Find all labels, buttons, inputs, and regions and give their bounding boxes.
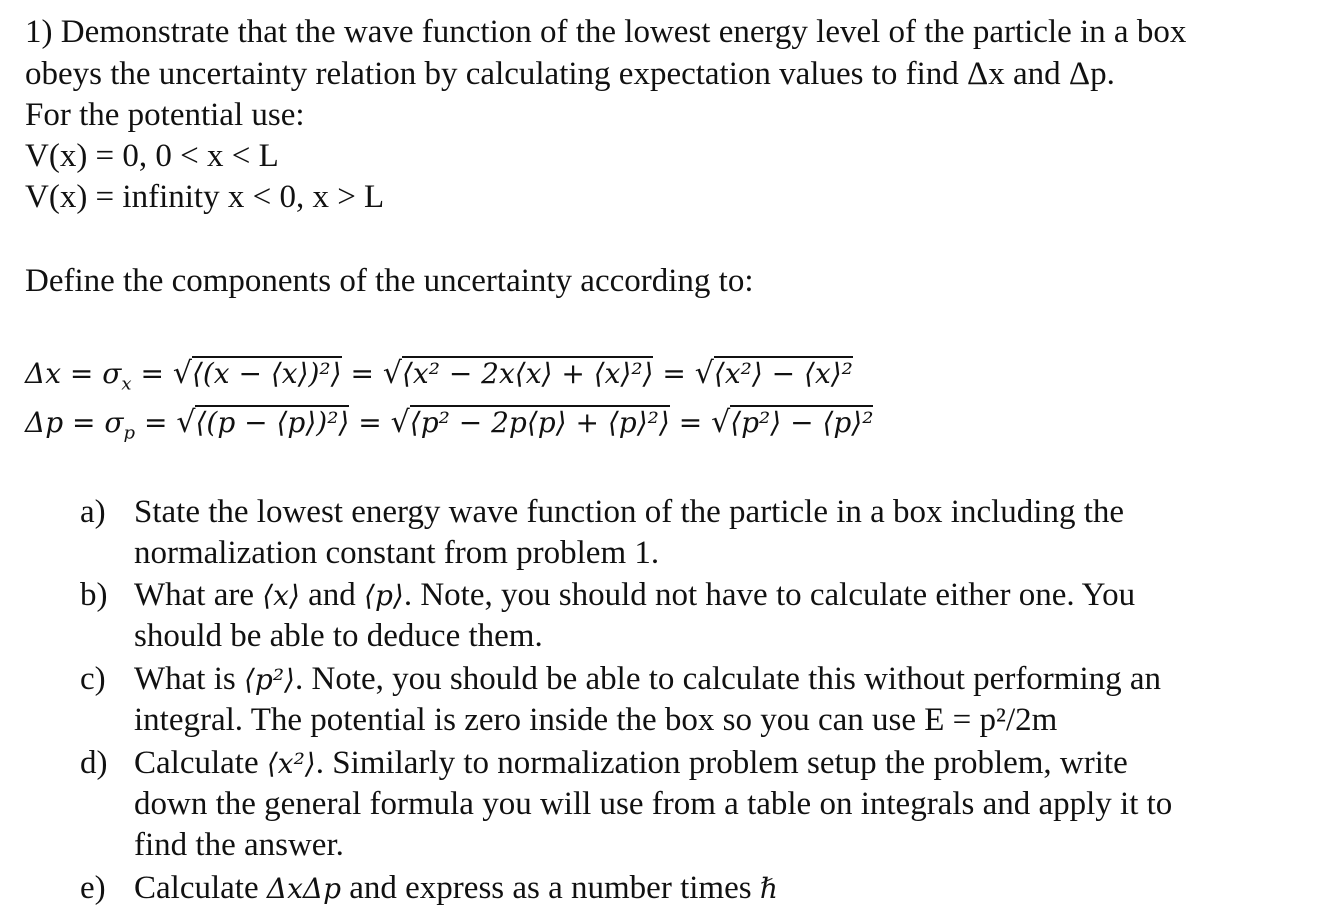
part-a xyxy=(80,492,1124,533)
part-d-post: . Similarly to normalization problem setup the problem, write xyxy=(315,745,1128,781)
part-b-math-x: ⟨x⟩ xyxy=(262,579,300,612)
part-b xyxy=(80,575,1135,616)
part-a-line-1: State the lowest energy wave function of the particle in a box including the xyxy=(134,494,1125,530)
part-b-math-p: ⟨p⟩ xyxy=(364,579,404,612)
part-b-label: b) xyxy=(80,577,108,613)
part-c-math: ⟨p²⟩ xyxy=(243,663,295,696)
part-d-line-3: find the answer. xyxy=(134,827,344,863)
part-e-label: e) xyxy=(80,870,106,906)
problem-line-1: 1) Demonstrate that the wave function of the lowest energy level of the particle in a box xyxy=(25,14,1187,50)
potential-heading: For the potential use: xyxy=(25,97,305,133)
part-c-label: c) xyxy=(80,661,106,697)
part-e xyxy=(80,868,778,909)
part-c-pre: What is xyxy=(134,661,244,697)
dp-term-1: ⟨(p − ⟨p⟩)²⟩ xyxy=(195,406,350,439)
part-b-line-2: should be able to deduce them. xyxy=(134,618,543,654)
part-a-label: a) xyxy=(80,494,106,530)
part-c xyxy=(80,659,1161,700)
dp-sub: p xyxy=(123,422,136,444)
define-heading: Define the components of the uncertainty according to: xyxy=(25,263,754,299)
hbar-symbol: ℏ xyxy=(759,872,778,905)
dx-sub: x xyxy=(121,373,132,395)
dp-lhs: Δp = σ xyxy=(25,406,124,439)
dx-term-1: ⟨(x − ⟨x⟩)²⟩ xyxy=(191,357,342,390)
dp-term-3: ⟨p²⟩ − ⟨p⟩² xyxy=(730,406,874,439)
part-a-line-2: normalization constant from problem 1. xyxy=(134,535,660,571)
part-d-pre: Calculate xyxy=(134,745,267,781)
part-c-post: . Note, you should be able to calculate this without performing an xyxy=(294,661,1162,697)
part-b-pre: What are xyxy=(134,577,263,613)
potential-inside: V(x) = 0, 0 < x < L xyxy=(25,138,279,174)
part-d-line-2: down the general formula you will use from a table on integrals and apply it to xyxy=(134,786,1173,822)
dx-term-3: ⟨x²⟩ − ⟨x⟩² xyxy=(713,357,853,390)
part-e-pre: Calculate xyxy=(134,870,267,906)
dx-term-2: ⟨x² − 2x⟨x⟩ + ⟨x⟩²⟩ xyxy=(401,357,654,390)
delta-x-equation: $\Delta x = \sigma_x$ = √⟨(x − ⟨x⟩)²⟩ = √⟨x² − 2x⟨x⟩ + ⟨x⟩²⟩ = √⟨x²⟩ − ⟨x⟩² xyxy=(25,356,853,395)
part-d-math: ⟨x²⟩ xyxy=(266,747,316,780)
part-b-mid: and xyxy=(299,577,365,613)
potential-outside: V(x) = infinity x < 0, x > L xyxy=(25,179,385,215)
part-e-math: ΔxΔp xyxy=(266,872,342,905)
dx-lhs: Δx = σ xyxy=(25,357,122,390)
part-e-mid: and express as a number times xyxy=(341,870,760,906)
part-d xyxy=(80,743,1128,784)
dp-term-2: ⟨p² − 2p⟨p⟩ + ⟨p⟩²⟩ xyxy=(409,406,670,439)
problem-line-2: obeys the uncertainty relation by calculating expectation values to find Δx and Δp. xyxy=(25,56,1115,92)
part-d-label: d) xyxy=(80,745,108,781)
part-c-line-2: integral. The potential is zero inside the box so you can use E = p²/2m xyxy=(134,702,1058,738)
delta-p-equation: $\Delta p = \sigma_p$ = √⟨(p − ⟨p⟩)²⟩ = √⟨p² − 2p⟨p⟩ + ⟨p⟩²⟩ = √⟨p²⟩ − ⟨p⟩² xyxy=(25,405,874,444)
part-b-post: . Note, you should not have to calculate either one. You xyxy=(403,577,1136,613)
